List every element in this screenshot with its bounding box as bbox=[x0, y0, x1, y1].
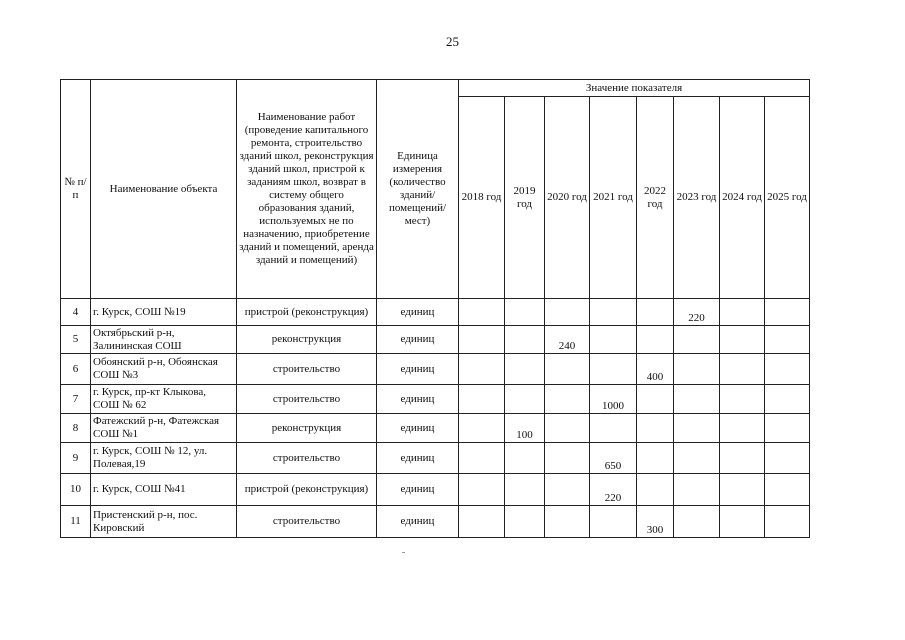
row-value bbox=[545, 443, 590, 474]
row-object: Пристенский р-н, пос. Кировский bbox=[91, 506, 237, 538]
row-value bbox=[590, 354, 637, 385]
row-value bbox=[637, 385, 674, 414]
row-object: г. Курск, СОШ №19 bbox=[91, 299, 237, 326]
header-year: 2022 год bbox=[637, 97, 674, 299]
row-value bbox=[765, 299, 810, 326]
row-num: 11 bbox=[61, 506, 91, 538]
row-value bbox=[545, 506, 590, 538]
row-value bbox=[505, 354, 545, 385]
table-row bbox=[61, 354, 810, 385]
row-num: 9 bbox=[61, 443, 91, 474]
row-value bbox=[637, 443, 674, 474]
row-value bbox=[459, 414, 505, 443]
row-value bbox=[765, 326, 810, 354]
row-unit: единиц bbox=[377, 474, 459, 506]
row-value bbox=[720, 443, 765, 474]
row-value bbox=[545, 385, 590, 414]
table-row bbox=[61, 443, 810, 474]
row-value bbox=[459, 474, 505, 506]
row-value bbox=[505, 385, 545, 414]
table-row bbox=[61, 506, 810, 538]
row-value bbox=[765, 506, 810, 538]
row-value bbox=[720, 474, 765, 506]
row-num: 4 bbox=[61, 299, 91, 326]
row-value: 650 bbox=[590, 443, 637, 474]
header-year: 2020 год bbox=[545, 97, 590, 299]
row-object: г. Курск, СОШ № 12, ул. Полевая,19 bbox=[91, 443, 237, 474]
row-value bbox=[674, 414, 720, 443]
row-value bbox=[459, 326, 505, 354]
row-value bbox=[590, 299, 637, 326]
row-value bbox=[765, 385, 810, 414]
row-num: 10 bbox=[61, 474, 91, 506]
row-value bbox=[545, 414, 590, 443]
row-num: 8 bbox=[61, 414, 91, 443]
row-value bbox=[637, 326, 674, 354]
header-object: Наименование объекта bbox=[91, 80, 237, 299]
table-row bbox=[61, 326, 810, 354]
header-indicator: Значение показателя bbox=[459, 80, 810, 97]
table-row bbox=[61, 414, 810, 443]
row-value bbox=[590, 414, 637, 443]
row-num: 6 bbox=[61, 354, 91, 385]
row-value bbox=[765, 443, 810, 474]
row-value bbox=[590, 326, 637, 354]
row-work: реконструкция bbox=[237, 326, 377, 354]
table-body bbox=[61, 299, 810, 538]
row-work: пристрой (реконструкция) bbox=[237, 299, 377, 326]
row-value bbox=[674, 506, 720, 538]
header-year: 2023 год bbox=[674, 97, 720, 299]
header-work: Наименование работ (проведение капитального ремонта, строительство зданий школ, реконструкция зданий школ, пристрой к заданиям школ, возврат в систему общего образования зданий, используемых не по назначению, приобретение зданий и помещений, аренда зданий и помещений) bbox=[237, 80, 377, 299]
row-value bbox=[720, 385, 765, 414]
row-value bbox=[765, 354, 810, 385]
row-value bbox=[590, 506, 637, 538]
row-value bbox=[545, 474, 590, 506]
row-value bbox=[505, 506, 545, 538]
row-value: 220 bbox=[674, 299, 720, 326]
row-unit: единиц bbox=[377, 414, 459, 443]
row-value: 220 bbox=[590, 474, 637, 506]
row-value bbox=[459, 443, 505, 474]
row-object: Октябрьский р-н, Залининская СОШ bbox=[91, 326, 237, 354]
row-unit: единиц bbox=[377, 299, 459, 326]
row-unit: единиц bbox=[377, 326, 459, 354]
row-work: строительство bbox=[237, 506, 377, 538]
row-value bbox=[720, 414, 765, 443]
row-work: строительство bbox=[237, 385, 377, 414]
row-value bbox=[637, 474, 674, 506]
row-unit: единиц bbox=[377, 354, 459, 385]
row-value bbox=[505, 443, 545, 474]
row-value: 300 bbox=[637, 506, 674, 538]
row-unit: единиц bbox=[377, 506, 459, 538]
row-value bbox=[459, 506, 505, 538]
page-number: 25 bbox=[446, 34, 459, 49]
row-value bbox=[505, 299, 545, 326]
header-year: 2024 год bbox=[720, 97, 765, 299]
row-value: 1000 bbox=[590, 385, 637, 414]
row-object: Обоянский р-н, Обоянская СОШ №3 bbox=[91, 354, 237, 385]
table-row bbox=[61, 299, 810, 326]
row-num: 7 bbox=[61, 385, 91, 414]
row-object: г. Курск, пр-кт Клыкова, СОШ № 62 bbox=[91, 385, 237, 414]
footer-mark bbox=[402, 552, 405, 553]
row-value bbox=[505, 326, 545, 354]
row-unit: единиц bbox=[377, 385, 459, 414]
row-work: строительство bbox=[237, 443, 377, 474]
header-year: 2019 год bbox=[505, 97, 545, 299]
row-value: 400 bbox=[637, 354, 674, 385]
row-value bbox=[674, 326, 720, 354]
row-object: Фатежский р-н, Фатежская СОШ №1 bbox=[91, 414, 237, 443]
row-value: 100 bbox=[505, 414, 545, 443]
row-work: пристрой (реконструкция) bbox=[237, 474, 377, 506]
row-value bbox=[459, 354, 505, 385]
row-value bbox=[674, 443, 720, 474]
row-value bbox=[459, 385, 505, 414]
row-value bbox=[765, 414, 810, 443]
row-value bbox=[545, 299, 590, 326]
row-value bbox=[765, 474, 810, 506]
row-value bbox=[720, 506, 765, 538]
table-row bbox=[61, 385, 810, 414]
row-value bbox=[505, 474, 545, 506]
indicator-table bbox=[60, 79, 810, 538]
row-value: 240 bbox=[545, 326, 590, 354]
row-value bbox=[545, 354, 590, 385]
header-year: 2025 год bbox=[765, 97, 810, 299]
row-num: 5 bbox=[61, 326, 91, 354]
row-value bbox=[637, 414, 674, 443]
row-object: г. Курск, СОШ №41 bbox=[91, 474, 237, 506]
row-work: строительство bbox=[237, 354, 377, 385]
row-value bbox=[674, 474, 720, 506]
row-work: реконструкция bbox=[237, 414, 377, 443]
header-num: № п/п bbox=[61, 80, 91, 299]
row-value bbox=[459, 299, 505, 326]
header-year: 2018 год bbox=[459, 97, 505, 299]
row-value bbox=[637, 299, 674, 326]
row-value bbox=[674, 385, 720, 414]
table-row bbox=[61, 474, 810, 506]
row-value bbox=[674, 354, 720, 385]
row-value bbox=[720, 299, 765, 326]
row-value bbox=[720, 354, 765, 385]
header-unit: Единица измерения (количество зданий/ помещений/ мест) bbox=[377, 80, 459, 299]
row-unit: единиц bbox=[377, 443, 459, 474]
header-year: 2021 год bbox=[590, 97, 637, 299]
row-value bbox=[720, 326, 765, 354]
